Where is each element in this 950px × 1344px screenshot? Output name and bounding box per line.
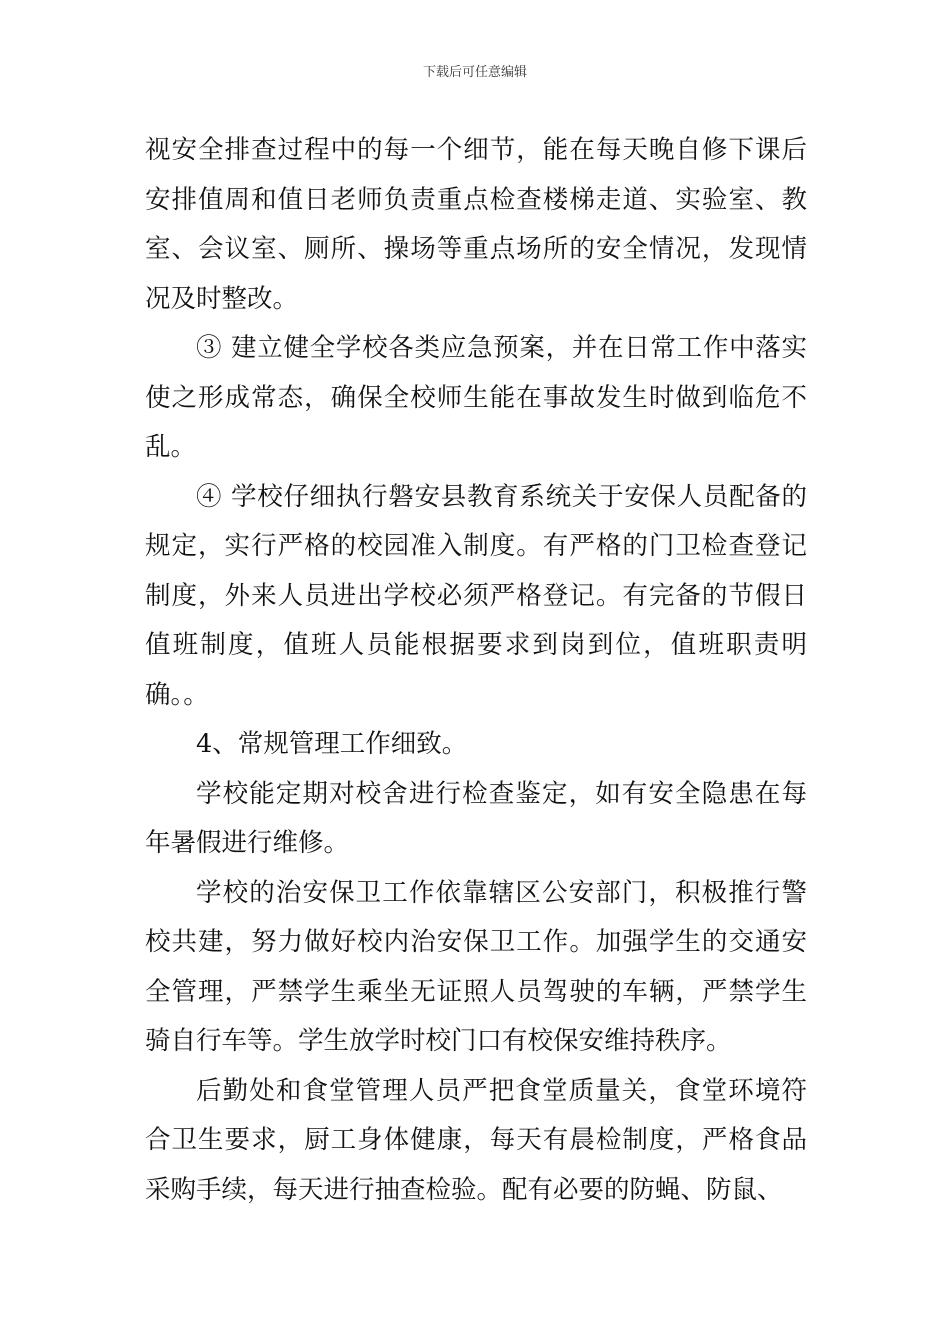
- section-heading-4: 4、常规管理工作细致。: [196, 729, 468, 759]
- paragraph-item-4: ④ 学校仔细执行磐安县教育系统关于安保人员配备的规定，实行严格的校园准入制度。有严格的门卫检查登记制度，外来人员进出学校必须严格登记。有完备的节假日值班制度，值班人员能根据要求到岗到位，值班职责明确。。: [145, 481, 807, 710]
- page-header: 下载后可任意编辑: [422, 65, 527, 80]
- paragraph-continued: 视安全排查过程中的每一个细节，能在每天晚自修下课后安排值周和值日老师负责重点检查楼梯走道、实验室、教室、会议室、厕所、操场等重点场所的安全情况，发现情况及时整改。: [145, 135, 807, 314]
- document-body: [145, 126, 807, 1215]
- paragraph-security: 学校的治安保卫工作依靠辖区公安部门，积极推行警校共建，努力做好校内治安保卫工作。加强学生的交通安全管理，严禁学生乘坐无证照人员驾驶的车辆，严禁学生骑自行车等。学生放学时校门口有校保安维持秩序。: [145, 877, 807, 1056]
- paragraph-canteen: 后勤处和食堂管理人员严把食堂质量关，食堂环境符合卫生要求，厨工身体健康，每天有晨检制度，严格食品采购手续，每天进行抽查检验。配有必要的防蝇、防鼠、: [145, 1075, 807, 1205]
- paragraph-item-3: ③ 建立健全学校各类应急预案，并在日常工作中落实使之形成常态，确保全校师生能在事故发生时做到临危不乱。: [145, 333, 807, 462]
- paragraph-building-inspection: 学校能定期对校舍进行检查鉴定，如有安全隐患在每年暑假进行维修。: [145, 778, 807, 858]
